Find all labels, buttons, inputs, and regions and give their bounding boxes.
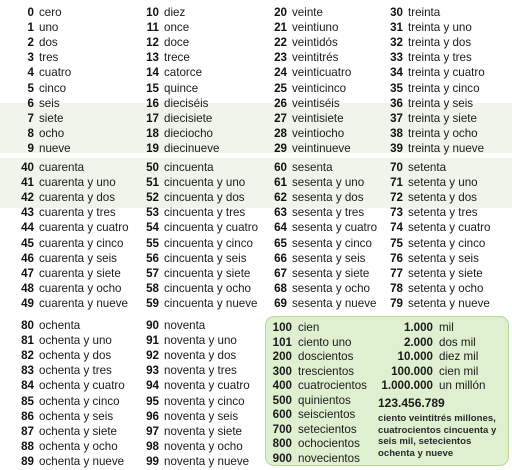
number-digit: 33 [390, 51, 403, 65]
number-word: ochenta y cinco [39, 394, 120, 408]
number-word: cincuenta y ocho [164, 281, 252, 295]
number-digit: 21 [274, 21, 287, 35]
number-digit: 8 [27, 126, 34, 140]
number-word: ocho [39, 126, 65, 140]
number-word: noventa y siete [164, 424, 242, 438]
number-digit: 58 [146, 281, 159, 295]
number-digit: 6 [27, 96, 34, 110]
number-word: treinta y ocho [408, 126, 478, 140]
number-digit: 92 [146, 349, 159, 363]
number-word: cuarenta y cinco [39, 236, 124, 250]
number-word: sesenta y tres [292, 206, 365, 220]
number-word: setenta y cuatro [408, 221, 491, 235]
number-digit: 95 [146, 394, 159, 408]
number-word: setenta y nueve [408, 296, 490, 310]
big-number-digit: 1.000 [403, 321, 433, 334]
big-number-word: diez mil [439, 350, 479, 363]
number-digit: 20 [274, 6, 287, 19]
number-digit: 29 [274, 141, 287, 155]
number-digit: 18 [146, 126, 159, 140]
number-digit: 86 [21, 409, 34, 423]
number-digit: 24 [274, 66, 287, 80]
number-word: cincuenta [164, 161, 214, 174]
number-word: setenta y tres [408, 206, 478, 220]
number-digit: 46 [21, 251, 34, 265]
hundreds-word: ciento uno [298, 335, 352, 349]
number-digit: 4 [27, 66, 34, 80]
number-word: seis [39, 96, 60, 110]
hundreds-word: cien [298, 321, 320, 334]
example-number: 123.456.789 [378, 396, 445, 410]
number-word: cuarenta y tres [39, 206, 116, 220]
number-word: ochenta y nueve [39, 454, 125, 468]
number-word: cuarenta [39, 161, 85, 174]
hundreds-digit: 100 [272, 321, 292, 334]
number-digit: 76 [390, 251, 403, 265]
number-digit: 44 [21, 221, 34, 235]
big-number-digit: 10.000 [397, 350, 433, 363]
number-word: ochenta y siete [39, 424, 117, 438]
number-digit: 97 [146, 424, 159, 438]
number-word: dieciocho [164, 126, 213, 140]
number-word: setenta y seis [408, 251, 479, 265]
number-word: cuarenta y uno [39, 176, 116, 190]
number-digit: 93 [146, 364, 159, 378]
number-word: ochenta y uno [39, 334, 112, 348]
big-number-digit: 100.000 [391, 364, 433, 378]
number-digit: 74 [390, 221, 403, 235]
number-digit: 35 [390, 81, 403, 95]
number-word: veintisiete [292, 111, 344, 125]
number-word: treinta y nueve [408, 141, 485, 155]
hundreds-word: ochocientos [298, 437, 360, 450]
number-digit: 59 [146, 296, 159, 310]
number-digit: 26 [274, 96, 287, 110]
big-number-word: un millón [439, 379, 486, 392]
number-digit: 36 [390, 96, 403, 110]
number-word: cuarenta y nueve [39, 296, 128, 310]
number-digit: 71 [390, 176, 403, 190]
number-digit: 47 [21, 266, 34, 280]
number-digit: 11 [146, 21, 159, 35]
number-word: cincuenta y nueve [164, 296, 258, 310]
number-digit: 42 [21, 191, 34, 205]
example-words: ciento veintitrés millones, cuatrocientos cincuenta y seis mil, setecientos ochenta y nueve [378, 413, 497, 459]
number-digit: 51 [146, 176, 159, 190]
number-digit: 63 [274, 206, 287, 220]
number-digit: 90 [146, 319, 159, 332]
number-digit: 13 [146, 51, 159, 65]
number-word: cincuenta y cinco [164, 236, 253, 250]
hundreds-digit: 400 [272, 379, 292, 392]
big-number-digit: 1.000.000 [381, 379, 433, 392]
number-word: noventa y uno [164, 334, 237, 348]
number-word: sesenta y nueve [292, 296, 377, 310]
number-word: cuarenta y cuatro [39, 221, 129, 235]
hundreds-digit: 101 [272, 335, 292, 349]
number-digit: 45 [21, 236, 34, 250]
number-digit: 69 [274, 296, 287, 310]
number-digit: 78 [390, 281, 403, 295]
hundreds-digit: 600 [272, 408, 292, 421]
number-word: cincuenta y siete [164, 266, 251, 280]
number-digit: 57 [146, 266, 159, 280]
big-number-digit: 2.000 [403, 335, 433, 349]
number-word: treinta y dos [408, 36, 472, 50]
number-digit: 65 [274, 236, 287, 250]
hundreds-word: cuatrocientos [298, 379, 367, 392]
number-digit: 82 [21, 349, 34, 363]
number-digit: 75 [390, 236, 403, 250]
number-word: setenta y uno [408, 176, 478, 190]
number-word: ochenta y tres [39, 364, 112, 378]
number-word: nueve [39, 141, 71, 155]
number-word: noventa y tres [164, 364, 237, 378]
number-digit: 2 [27, 36, 34, 50]
number-digit: 25 [274, 81, 287, 95]
number-word: dos [39, 36, 58, 50]
number-word: cero [39, 6, 62, 19]
number-digit: 22 [274, 36, 287, 50]
number-word: noventa y cinco [164, 394, 245, 408]
number-word: ochenta [39, 319, 81, 332]
number-word: ochenta y seis [39, 409, 114, 423]
number-word: uno [39, 21, 59, 35]
number-word: treinta y cinco [408, 81, 480, 95]
number-digit: 31 [390, 21, 403, 35]
big-number-word: dos mil [439, 335, 476, 349]
number-word: cincuenta y tres [164, 206, 246, 220]
number-digit: 9 [27, 141, 34, 155]
number-digit: 27 [274, 111, 287, 125]
number-word: setenta y dos [408, 191, 477, 205]
number-digit: 87 [21, 424, 34, 438]
number-word: siete [39, 111, 64, 125]
hundreds-word: doscientos [298, 350, 354, 363]
number-word: sesenta y uno [292, 176, 365, 190]
number-digit: 81 [21, 334, 34, 348]
number-digit: 10 [146, 6, 159, 19]
hundreds-digit: 800 [272, 437, 292, 450]
hundreds-digit: 300 [272, 364, 292, 378]
number-digit: 62 [274, 191, 287, 205]
number-word: veinte [292, 6, 323, 19]
number-digit: 3 [27, 51, 34, 65]
number-digit: 48 [21, 281, 34, 295]
number-word: sesenta y ocho [292, 281, 370, 295]
number-digit: 96 [146, 409, 159, 423]
number-digit: 15 [146, 81, 159, 95]
number-word: veintidós [292, 36, 338, 50]
number-digit: 68 [274, 281, 287, 295]
number-word: setenta y cinco [408, 236, 486, 250]
number-word: diez [164, 6, 186, 19]
number-word: quince [164, 81, 199, 95]
hundreds-digit: 500 [272, 393, 292, 407]
number-word: sesenta [292, 161, 333, 174]
number-digit: 5 [27, 81, 34, 95]
number-word: veintitrés [292, 51, 339, 65]
number-digit: 88 [21, 439, 34, 453]
number-digit: 19 [146, 141, 159, 155]
hundreds-word: trescientos [298, 364, 355, 378]
number-digit: 34 [390, 66, 403, 80]
number-word: setenta y ocho [408, 281, 484, 295]
number-word: cincuenta y dos [164, 191, 245, 205]
number-digit: 80 [21, 319, 34, 332]
number-word: noventa [164, 319, 206, 332]
number-digit: 64 [274, 221, 287, 235]
number-word: veinticinco [292, 81, 347, 95]
number-digit: 40 [21, 161, 34, 174]
number-digit: 84 [21, 379, 34, 393]
number-word: cincuenta y seis [164, 251, 247, 265]
number-digit: 41 [21, 176, 34, 190]
number-digit: 50 [146, 161, 159, 174]
hundreds-word: seiscientos [298, 408, 356, 421]
number-digit: 7 [27, 111, 34, 125]
number-word: veintinueve [292, 141, 351, 155]
number-word: tres [39, 51, 59, 65]
number-digit: 39 [390, 141, 403, 155]
number-word: sesenta y cuatro [292, 221, 378, 235]
number-digit: 37 [390, 111, 403, 125]
number-word: noventa y cuatro [164, 379, 250, 393]
number-digit: 99 [146, 454, 159, 468]
number-word: noventa y dos [164, 349, 237, 363]
number-word: cinco [39, 81, 67, 95]
number-digit: 30 [390, 6, 403, 19]
number-word: sesenta y siete [292, 266, 370, 280]
number-digit: 12 [146, 36, 159, 50]
number-word: ochenta y cuatro [39, 379, 125, 393]
number-word: cuarenta y siete [39, 266, 121, 280]
number-word: cuarenta y seis [39, 251, 117, 265]
number-word: noventa y seis [164, 409, 239, 423]
number-word: setenta [408, 161, 447, 174]
number-word: treinta y seis [408, 96, 474, 110]
number-word: treinta y uno [408, 21, 472, 35]
hundreds-digit: 700 [272, 422, 292, 436]
number-word: diecinueve [164, 141, 220, 155]
number-digit: 17 [146, 111, 159, 125]
number-word: veinticuatro [292, 66, 352, 80]
number-digit: 89 [21, 454, 34, 468]
number-digit: 61 [274, 176, 287, 190]
number-word: treinta y tres [408, 51, 472, 65]
number-word: veintiuno [292, 21, 339, 35]
number-digit: 60 [274, 161, 287, 174]
number-digit: 94 [146, 379, 159, 393]
big-number-word: cien mil [439, 364, 479, 378]
number-digit: 67 [274, 266, 287, 280]
number-word: sesenta y cinco [292, 236, 372, 250]
number-word: cuarenta y ocho [39, 281, 122, 295]
number-word: treinta y siete [408, 111, 477, 125]
hundreds-word: quinientos [298, 393, 351, 407]
number-digit: 54 [146, 221, 159, 235]
number-digit: 98 [146, 439, 159, 453]
number-word: sesenta y dos [292, 191, 364, 205]
number-word: diecisiete [164, 111, 213, 125]
number-digit: 14 [146, 66, 159, 80]
number-digit: 72 [390, 191, 403, 205]
number-digit: 73 [390, 206, 403, 220]
number-digit: 52 [146, 191, 159, 205]
number-digit: 16 [146, 96, 159, 110]
number-word: setenta y siete [408, 266, 483, 280]
number-word: once [164, 21, 190, 35]
number-digit: 28 [274, 126, 287, 140]
hundreds-word: setecientos [298, 422, 357, 436]
number-digit: 70 [390, 161, 403, 174]
hundreds-digit: 900 [272, 451, 292, 465]
number-digit: 66 [274, 251, 287, 265]
number-word: treinta [408, 6, 441, 19]
number-word: trece [164, 51, 190, 65]
number-word: catorce [164, 66, 203, 80]
big-number-word: mil [439, 321, 454, 334]
number-digit: 77 [390, 266, 403, 280]
number-digit: 83 [21, 364, 34, 378]
number-word: noventa y nueve [164, 454, 250, 468]
number-word: doce [164, 36, 190, 50]
number-word: ochenta y dos [39, 349, 112, 363]
number-digit: 43 [21, 206, 34, 220]
number-word: noventa y ocho [164, 439, 243, 453]
number-digit: 53 [146, 206, 159, 220]
number-word: ochenta y ocho [39, 439, 118, 453]
number-digit: 1 [27, 21, 34, 35]
number-digit: 0 [27, 6, 34, 19]
number-digit: 38 [390, 126, 403, 140]
hundreds-digit: 200 [272, 350, 292, 363]
number-digit: 56 [146, 251, 159, 265]
number-word: sesenta y seis [292, 251, 366, 265]
number-digit: 79 [390, 296, 403, 310]
number-word: cuarenta y dos [39, 191, 116, 205]
number-word: dieciséis [164, 96, 209, 110]
number-digit: 23 [274, 51, 287, 65]
number-word: treinta y cuatro [408, 66, 485, 80]
number-digit: 85 [21, 394, 34, 408]
number-digit: 49 [21, 296, 34, 310]
number-word: veintiocho [292, 126, 345, 140]
number-digit: 91 [146, 334, 159, 348]
hundreds-word: novecientos [298, 451, 360, 465]
number-word: cuatro [39, 66, 72, 80]
number-digit: 32 [390, 36, 403, 50]
number-digit: 55 [146, 236, 159, 250]
number-word: cincuenta y uno [164, 176, 246, 190]
number-word: veintiséis [292, 96, 340, 110]
number-word: cincuenta y cuatro [164, 221, 259, 235]
